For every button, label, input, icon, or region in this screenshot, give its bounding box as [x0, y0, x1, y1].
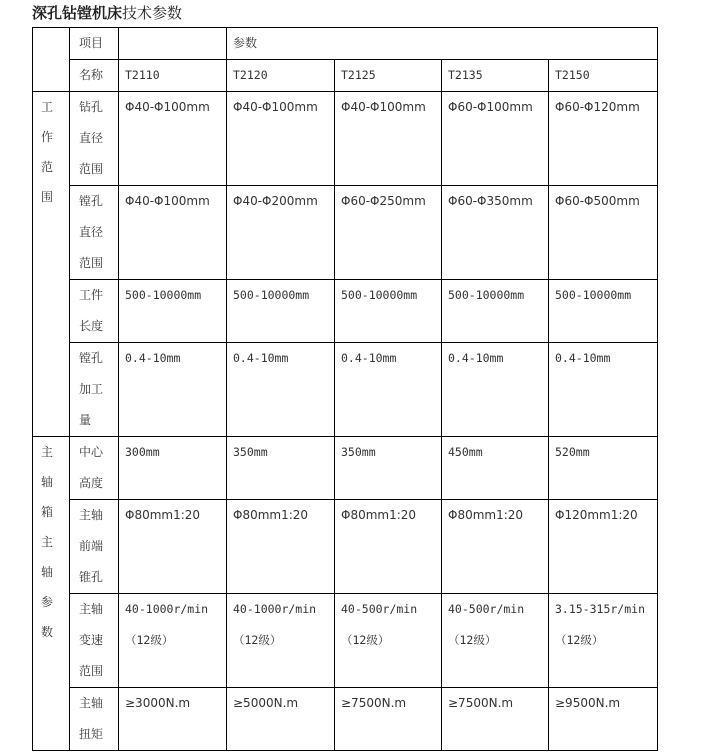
value: 40-1000r/min （12级） [125, 602, 209, 647]
value-cell [442, 688, 549, 751]
spec-table [32, 27, 658, 751]
header-row-1 [33, 28, 658, 60]
row-name: 工件 长度 [79, 288, 104, 333]
params-label-cell [227, 28, 658, 60]
value-cell [119, 186, 227, 280]
group-cell-work-range [33, 92, 70, 437]
value: 500-10000mm [233, 288, 310, 302]
value-cell [227, 186, 335, 280]
value: ≥7500N.m [341, 696, 407, 710]
value-cell [335, 500, 442, 594]
table-row [33, 92, 658, 186]
table-row [33, 343, 658, 437]
value: 40-1000r/min （12级） [233, 602, 317, 647]
value: ≥5000N.m [233, 696, 299, 710]
value: Φ40-Φ100mm [125, 100, 210, 114]
value: 0.4-10mm [448, 351, 504, 365]
value-cell [335, 92, 442, 186]
table-row [33, 594, 658, 688]
value-cell [119, 343, 227, 437]
value-cell [227, 92, 335, 186]
model-label: T2125 [341, 68, 376, 82]
model-cell [227, 60, 335, 92]
value: 450mm [448, 445, 483, 459]
value: 40-500r/min （12级） [341, 602, 418, 647]
value-cell [335, 688, 442, 751]
value: Φ80mm1:20 [448, 508, 524, 522]
value: 500-10000mm [448, 288, 525, 302]
value: 350mm [233, 445, 268, 459]
value: 0.4-10mm [233, 351, 289, 365]
value-cell [335, 343, 442, 437]
row-name-cell [70, 92, 119, 186]
value-cell [549, 500, 658, 594]
row-name: 主轴 扭矩 [79, 696, 104, 741]
model-cell [442, 60, 549, 92]
value: Φ40-Φ200mm [233, 194, 318, 208]
value-cell [549, 92, 658, 186]
model-cell [335, 60, 442, 92]
value-cell [549, 437, 658, 500]
value: ≥7500N.m [448, 696, 514, 710]
model-label: T2110 [125, 68, 160, 82]
value-cell [335, 437, 442, 500]
value: 3.15-315r/min （12级） [555, 602, 646, 647]
value-cell [442, 500, 549, 594]
value-cell [119, 688, 227, 751]
value-cell [442, 343, 549, 437]
value-cell [335, 594, 442, 688]
value-cell [549, 186, 658, 280]
page-title [32, 3, 182, 23]
value-cell [335, 280, 442, 343]
value: Φ120mm1:20 [555, 508, 638, 522]
value: Φ40-Φ100mm [233, 100, 318, 114]
page-title-normal: 技术参数 [122, 4, 183, 22]
value-cell [119, 500, 227, 594]
value-cell [549, 594, 658, 688]
value-cell [119, 92, 227, 186]
row-name-cell [70, 186, 119, 280]
row-name-cell [70, 343, 119, 437]
value: Φ80mm1:20 [233, 508, 309, 522]
value-cell [227, 594, 335, 688]
table-row [33, 688, 658, 751]
blank-header-cell [119, 28, 227, 60]
table-bottom-rule [32, 750, 657, 751]
value: ≥9500N.m [555, 696, 621, 710]
value: 500-10000mm [555, 288, 632, 302]
model-label: T2120 [233, 68, 268, 82]
item-label: 项目 [79, 36, 104, 50]
value: Φ60-Φ500mm [555, 194, 640, 208]
value: 0.4-10mm [341, 351, 397, 365]
value-cell [335, 186, 442, 280]
value-cell [227, 500, 335, 594]
value-cell [119, 437, 227, 500]
value-cell [549, 280, 658, 343]
row-name: 主轴 变速 范围 [79, 602, 104, 678]
row-name-cell [70, 500, 119, 594]
value: 520mm [555, 445, 590, 459]
row-name: 中心 高度 [79, 445, 104, 490]
item-label-cell [70, 28, 119, 60]
row-name: 镗孔 直径 范围 [79, 194, 104, 270]
value-cell [227, 343, 335, 437]
value-cell [227, 437, 335, 500]
value: 350mm [341, 445, 376, 459]
row-name-cell [70, 280, 119, 343]
model-cell [549, 60, 658, 92]
name-label-cell [70, 60, 119, 92]
header-row-2 [33, 60, 658, 92]
value-cell [227, 688, 335, 751]
value: 40-500r/min （12级） [448, 602, 525, 647]
value-cell [119, 280, 227, 343]
page-title-bold: 深孔钻镗机床 [32, 4, 123, 22]
row-name: 钻孔 直径 范围 [79, 100, 104, 176]
params-label: 参数 [233, 36, 258, 50]
model-label: T2150 [555, 68, 590, 82]
model-cell [119, 60, 227, 92]
group-cell-spindle [33, 437, 70, 751]
row-name-cell [70, 594, 119, 688]
group-label-spindle: 主 轴 箱 主 轴 参 数 [41, 445, 54, 639]
value-cell [227, 280, 335, 343]
value: 500-10000mm [341, 288, 418, 302]
table-row [33, 280, 658, 343]
value: ≥3000N.m [125, 696, 191, 710]
value-cell [119, 594, 227, 688]
group-label-work-range: 工 作 范 围 [41, 100, 54, 204]
value-cell [549, 688, 658, 751]
table-row [33, 186, 658, 280]
value: 500-10000mm [125, 288, 202, 302]
corner-cell [33, 28, 70, 92]
value-cell [442, 594, 549, 688]
value-cell [442, 186, 549, 280]
value: Φ60-Φ120mm [555, 100, 640, 114]
value-cell [442, 92, 549, 186]
row-name: 镗孔 加工 量 [79, 351, 104, 427]
model-label: T2135 [448, 68, 483, 82]
value: 300mm [125, 445, 160, 459]
value: Φ80mm1:20 [125, 508, 201, 522]
value-cell [549, 343, 658, 437]
name-label: 名称 [79, 68, 104, 82]
value-cell [442, 437, 549, 500]
value: 0.4-10mm [555, 351, 611, 365]
value: Φ80mm1:20 [341, 508, 417, 522]
value: 0.4-10mm [125, 351, 181, 365]
table-row [33, 500, 658, 594]
row-name-cell [70, 688, 119, 751]
value: Φ40-Φ100mm [125, 194, 210, 208]
value: Φ60-Φ250mm [341, 194, 426, 208]
value: Φ40-Φ100mm [341, 100, 426, 114]
table-row [33, 437, 658, 500]
row-name-cell [70, 437, 119, 500]
row-name: 主轴 前端 锥孔 [79, 508, 104, 584]
value-cell [442, 280, 549, 343]
value: Φ60-Φ100mm [448, 100, 533, 114]
value: Φ60-Φ350mm [448, 194, 533, 208]
